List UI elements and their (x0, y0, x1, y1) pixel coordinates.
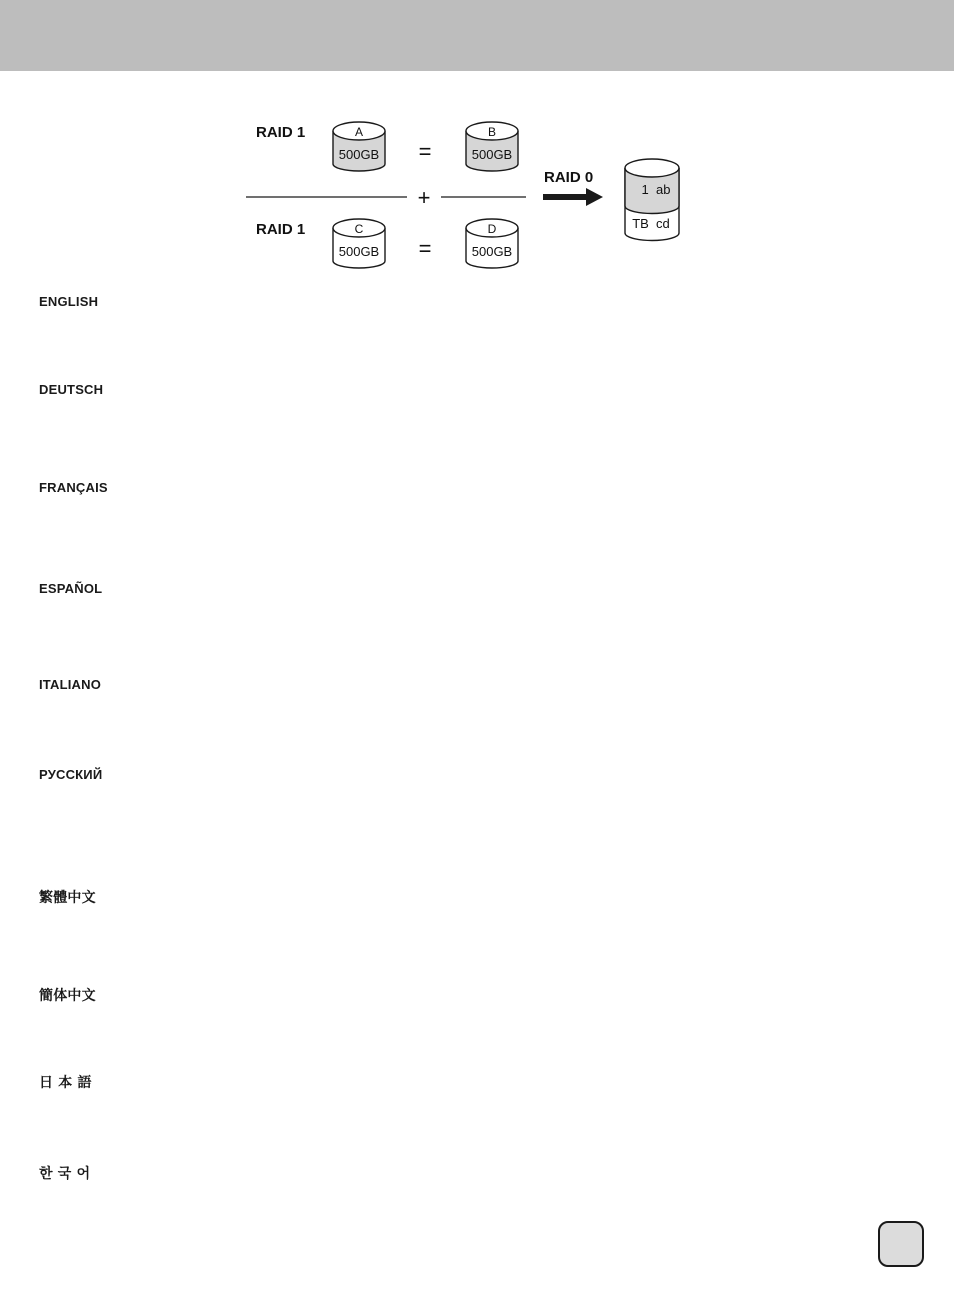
result-top-text: 1 ab (641, 182, 671, 197)
lang-label-deutsch: DEUTSCH (39, 382, 104, 397)
lang-label-japanese: 日 本 語 (39, 1075, 92, 1091)
disk-b-size: 500GB (471, 147, 513, 162)
raid0-label: RAID 0 (544, 169, 594, 186)
plus-sign: + (417, 185, 431, 210)
disk-c-letter: C (354, 222, 364, 236)
lang-label-traditional-chinese: 繁體中文 (39, 890, 96, 906)
disk-c (333, 219, 385, 268)
equals-sign-bottom: = (418, 236, 432, 261)
disk-a-letter: A (354, 125, 364, 139)
lang-label-russian: РУССКИЙ (39, 767, 103, 782)
disk-b (466, 122, 518, 171)
equals-sign-top: = (418, 139, 432, 164)
lang-label-korean: 한 국 어 (39, 1166, 91, 1182)
result-volume (625, 159, 679, 241)
disk-a-size: 500GB (338, 147, 380, 162)
raid1-top-label: RAID 1 (256, 124, 306, 141)
disk-d-letter: D (487, 222, 497, 236)
raid-10-diagram (0, 0, 954, 300)
disk-d-size: 500GB (471, 244, 513, 259)
lang-label-francais: FRANÇAIS (39, 480, 108, 495)
disk-d (466, 219, 518, 268)
disk-c-size: 500GB (338, 244, 380, 259)
arrow-right-icon (543, 188, 603, 206)
lang-label-simplified-chinese: 簡体中文 (39, 988, 96, 1004)
lang-label-italiano: ITALIANO (39, 677, 102, 692)
disk-b-letter: B (487, 125, 497, 139)
page-number-badge (878, 1221, 924, 1267)
raid1-bottom-label: RAID 1 (256, 221, 306, 238)
lang-label-espanol: ESPAÑOL (39, 581, 103, 596)
disk-a (333, 122, 385, 171)
result-bottom-text: TB cd (632, 216, 670, 231)
lang-label-english: ENGLISH (39, 294, 99, 309)
